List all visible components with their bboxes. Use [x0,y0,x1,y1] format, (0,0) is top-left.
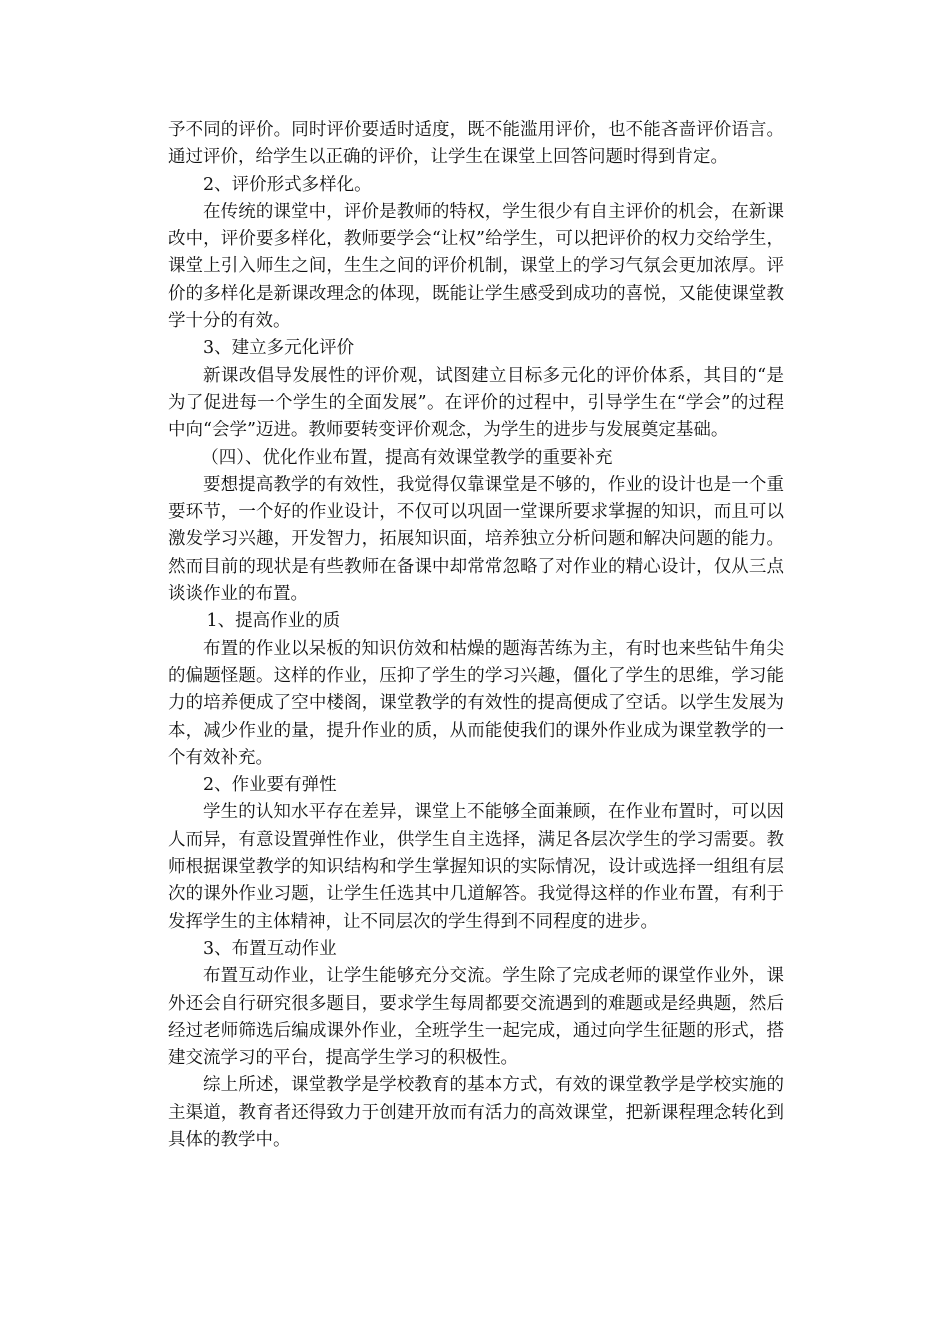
document-body [168,117,784,1154]
section-heading-homework: （四）、优化作业布置，提高有效课堂教学的重要补充 [201,447,613,468]
paragraph: 要想提高教学的有效性，我觉得仅靠课堂是不够的，作业的设计也是一个重要环节，一个好的作业设计，不仅可以巩固一堂课所要求掌握的知识，而且可以激发学习兴趣，开发智力，拓展知识面，培养独立分析问题和解决问题的能力。然而目前的现状是有些教师在备课中却常常忽略了对作业的精心设计，仅从三点谈谈作业的布置。 [168,474,784,605]
paragraph: 新课改倡导发展性的评价观，试图建立目标多元化的评价体系，其目的“是为了促进每一个学生的全面发展”。在评价的过程中，引导学生在“学会”的过程中向“会学”迈进。教师要转变评价观念，为学生的进步与发展奠定基础。 [168,365,784,441]
paragraph-continuation: 予不同的评价。同时评价要适时适度，既不能滥用评价，也不能吝啬评价语言。通过评价，给学生以正确的评价，让学生在课堂上回答问题时得到肯定。 [168,120,784,168]
paragraph: 学生的认知水平存在差异，课堂上不能够全面兼顾，在作业布置时，可以因人而异，有意设置弹性作业，供学生自主选择，满足各层次学生的学习需要。教师根据课堂教学的知识结构和学生掌握知识的实际情况，设计或选择一组组有层次的课外作业习题，让学生任选其中几道解答。我觉得这样的作业布置，有利于发挥学生的主体精神，让不同层次的学生得到不同程度的进步。 [168,802,784,932]
section-heading-interactive-homework: 3、布置互动作业 [203,938,337,959]
section-heading-evaluation-forms: 2、评价形式多样化。 [203,174,372,195]
paragraph: 在传统的课堂中，评价是教师的特权，学生很少有自主评价的机会，在新课改中，评价要多样化，教师要学会“让权”给学生，可以把评价的权力交给学生，课堂上引入师生之间，生生之间的评价机制，课堂上的学习气氛会更加浓厚。评价的多样化是新课改理念的体现，既能让学生感受到成功的喜悦，又能使课堂教学十分的有效。 [168,201,784,332]
paragraph: 布置互动作业，让学生能够充分交流。学生除了完成老师的课堂作业外，课外还会自行研究很多题目，要求学生每周都要交流遇到的难题或是经典题，然后经过老师筛选后编成课外作业，全班学生一起完成，通过向学生征题的形式，搭建交流学习的平台，提高学生学习的积极性。 [168,966,784,1069]
section-heading-flexible-homework: 2、作业要有弹性 [203,775,337,796]
section-heading-homework-quality: 1、提高作业的质 [206,611,341,632]
paragraph: 布置的作业以呆板的知识仿效和枯燥的题海苦练为主，有时也来些钻牛角尖的偏题怪题。这样的作业，压抑了学生的学习兴趣，僵化了学生的思维，学习能力的培养便成了空中楼阁，课堂教学的有效性的提高便成了空话。以学生发展为本，减少作业的量，提升作业的质，从而能使我们的课外作业成为课堂教学的一个有效补充。 [168,638,784,768]
paragraph-conclusion: 综上所述，课堂教学是学校教育的基本方式，有效的课堂教学是学校实施的主渠道，教育者还得致力于创建开放而有活力的高效课堂，把新课程理念转化到具体的教学中。 [168,1075,784,1150]
section-heading-diverse-evaluation: 3、建立多元化评价 [203,338,355,359]
